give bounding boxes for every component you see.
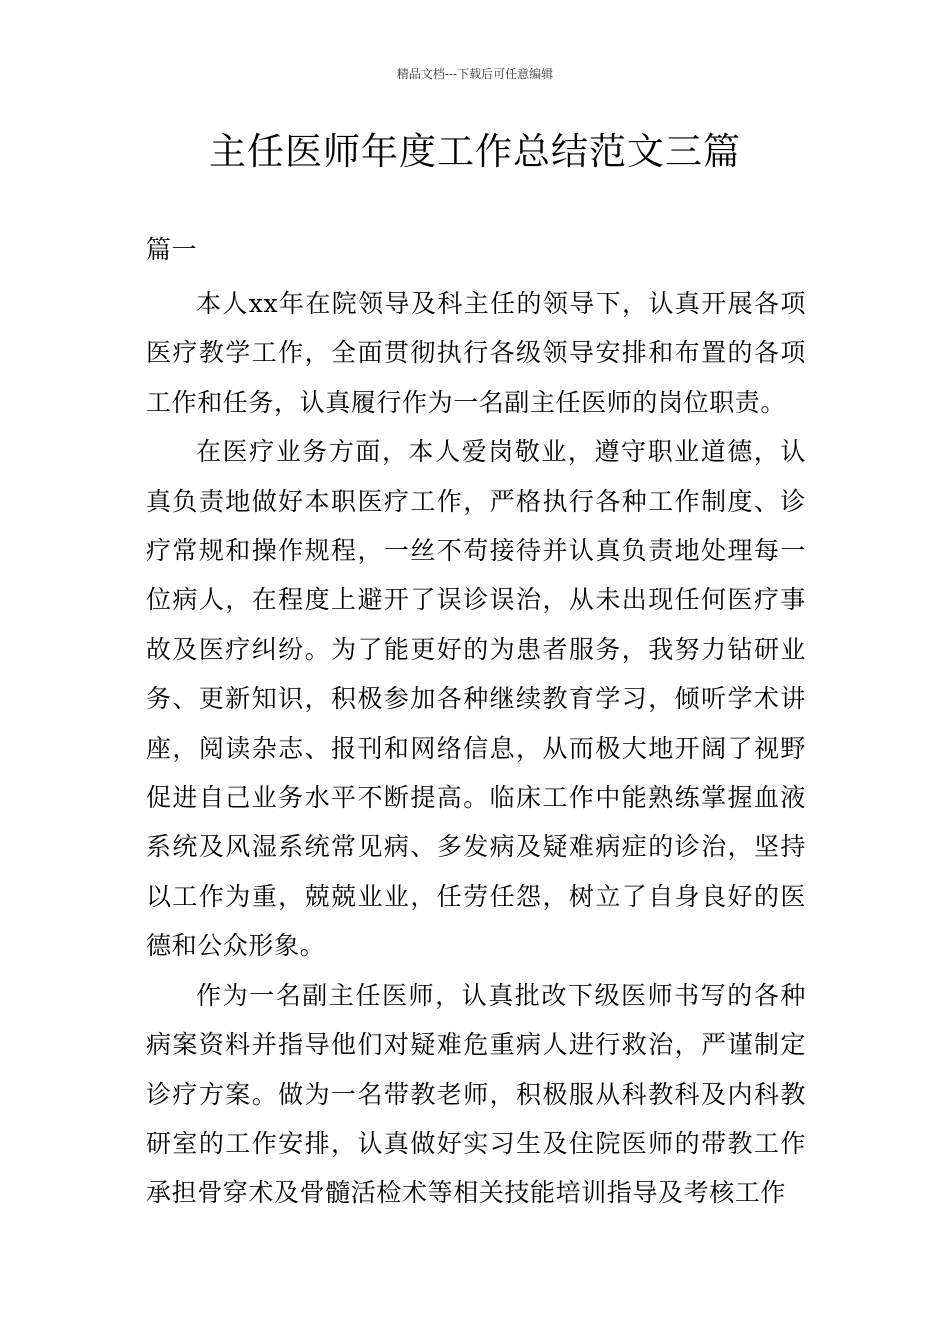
paragraph-3: 作为一名副主任医师，认真批改下级医师书写的各种病案资料并指导他们对疑难危重病人进行救治，严谨制定诊疗方案。做为一名带教老师，积极服从科教科及内科教研室的工作安排，认真做好实习生及住院医师的带教工作承担骨穿术及骨髓活检术等相关技能培训指导及考核工作 <box>146 980 806 1208</box>
header-note: 精品文档---下载后可任意编辑 <box>396 67 554 81</box>
paragraph-1: 本人xx年在院领导及科主任的领导下，认真开展各项医疗教学工作，全面贯彻执行各级领导安排和布置的各项工作和任务，认真履行作为一名副主任医师的岗位职责。 <box>146 289 806 417</box>
paragraph-2: 在医疗业务方面，本人爱岗敬业，遵守职业道德，认真负责地做好本职医疗工作，严格执行各种工作制度、诊疗常规和操作规程，一丝不苟接待并认真负责地处理每一位病人，在程度上避开了误诊误治，从未出现任何医疗事故及医疗纠纷。为了能更好的为患者服务，我努力钻研业务、更新知识，积极参加各种继续教育学习，倾听学术讲座，阅读杂志、报刊和网络信息，从而极大地开阔了视野促进自己业务水平不断提高。临床工作中能熟练掌握血液系统及风湿系统常见病、多发病及疑难病症的诊治，坚持以工作为重，兢兢业业，任劳任怨，树立了自身良好的医德和公众形象。 <box>146 437 806 961</box>
document-body <box>146 230 806 1218</box>
section-heading: 篇一 <box>146 235 198 264</box>
document-title: 主任医师年度工作总结范文三篇 <box>209 130 741 173</box>
